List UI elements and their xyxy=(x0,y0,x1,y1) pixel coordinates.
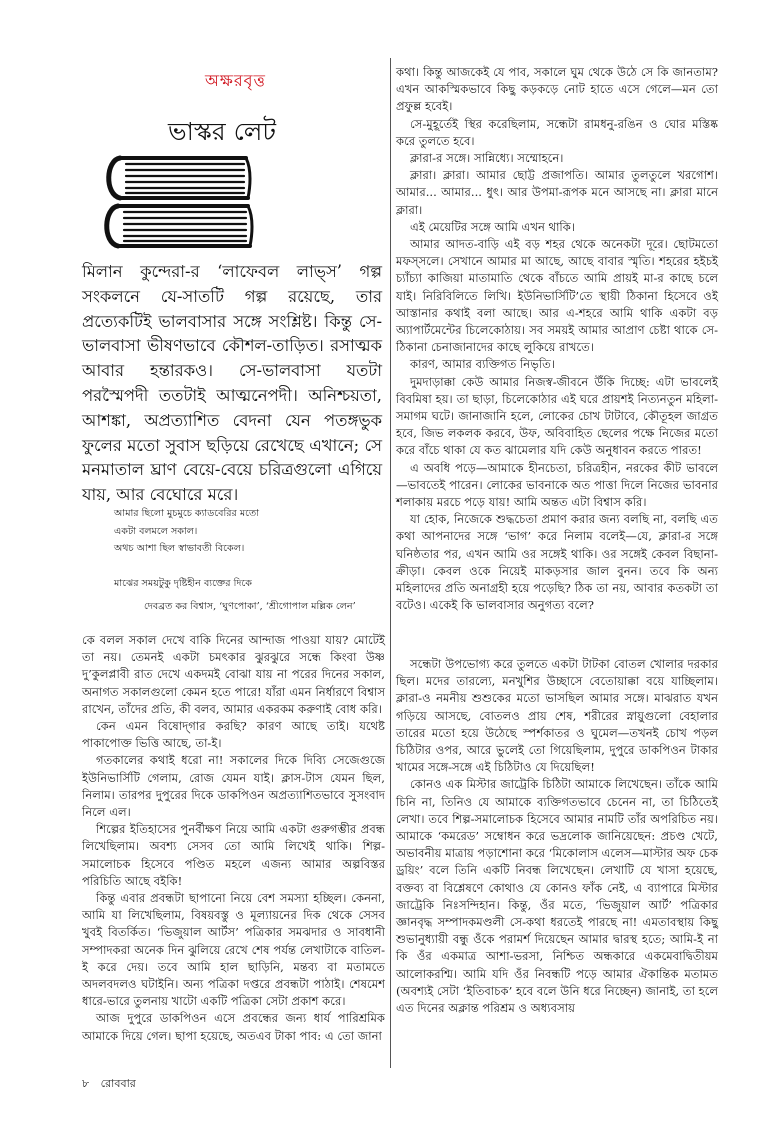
body-paragraph: আজ দুপুরে ডাকপিওন এসে প্রবন্ধের জন্য ধার্য পারিশ্রমিক আমাকে দিয়ে গেল। ছাপা হয়েছে, অতএব টাকা পাব: এ তো জানা xyxy=(82,1011,385,1043)
body-right-column-bottom xyxy=(396,656,718,1017)
poem-line: আমার ছিলো মুচমুচে ক্যাডবেরির মতো xyxy=(114,508,259,519)
article-title: ভাস্কর লেট xyxy=(168,117,276,146)
column-rule xyxy=(390,58,391,1068)
body-paragraph: কারণ, আমার ব্যক্তিগত নিভৃতি। xyxy=(410,357,556,372)
body-paragraph: কে বলল সকাল দেখে বাকি দিনের আন্দাজ পাওয়া যায়? মোটেই তা নয়। তেমনই একটা চমৎকার ঝুরঝুরে সন্ধে কিংবা উষ্ণ দু’কুলপ্লাবী রাত দেখে একদমই বোঝা যায় না পরের দিনের সকাল, অনাগত সকালগুলো কেমন হতে পারে! যাঁরা এমন নির্ধারণে বিশ্বাস রাখেন, তাঁদের প্রতি, কী বলব, আমার একরকম করুণাই বোধ করি। xyxy=(82,633,385,716)
body-paragraph: কোনও এক মিস্টার জাট্রেকি চিঠিটা আমাকে লিখেছেন। তাঁকে আমি চিনি না, তিনিও যে আমাকে ব্যক্তিগতভাবে চেনেন না, তা চিঠিতেই লেখা। তবে শিল্প-সমালোচক হিসেবে আমার নামটি তাঁর অপরিচিত নয়। আমাকে ‘কমরেড’ সম্বোধন করে ভদ্রলোক জানিয়েছেন: প্রচণ্ড খেটে, অভাবনীয় মাত্রায় পড়াশোনা করে ‘মিকোলাস এলেস—মাস্টার অফ চেক ড্রয়িং’ বলে তিনি একটি নিবন্ধ লিখেছেন। লেখাটি যে খাসা হয়েছে, বক্তব্য বা বিশ্লেষণে কোথাও যে কোনও ফাঁক নেই, এ ব্যাপারে মিস্টার জাট্রেকি নিঃসন্দিহান। কিন্তু, ওঁর মতে, ‘ভিজুয়াল আর্ট’ পত্রিকার জ্ঞানবৃদ্ধ সম্পাদকমণ্ডলী সে-কথা ধরতেই পারছে না! এমতাবস্থায় কিছু শুভানুধ্যায়ী বন্ধু ওঁকে পরামর্শ দিয়েছেন আমার দ্বারস্থ হতে; আমি-ই না কি ওঁর একমাত্র আশা-ভরসা, নিশ্চিত অন্ধকারে একমেবাদ্বিতীয়ম আলোকরশ্মি। আমি যদি ওঁর নিবন্ধটি পড়ে আমার ঐকান্তিক মতামত (অবশ্যই সেটা ‘ইতিবাচক’ হবে বলে উনি ধরে নিচ্ছেন) জানাই, তা হলে এত দিনের অক্লান্ত পরিশ্রম ও অধ্যবসায় xyxy=(396,777,719,1016)
body-paragraph: কথা। কিন্তু আজকেই যে পাব, সকালে ঘুম থেকে উঠে সে কি জানতাম? এখন আকস্মিকভাবে কিছু কড়কড়ে নোট হাতে এসে গেলে—মন তো প্রফুল্ল হবেই। xyxy=(396,65,718,114)
lead-paragraph: মিলান কুন্দেরা-র ‘লাফেবল লাভ্‌স’ গল্প সংকলনে যে-সাতটি গল্প রয়েছে, তার প্রত্যেকটিই ভালবাসার সঙ্গে সংশ্লিষ্ট। কিন্তু সে-ভালবাসা ভীষণভাবে কৌশল-তাড়িত। রসাত্মক আবার হন্তারকও। সে-ভালবাসা যতটা পরস্মৈপদী ততটাই আত্মনেপদী। অনিশ্চয়তা, আশঙ্কা, অপ্রত্যাশিত বেদনা যেন পতঙ্গভুক ফুলের মতো সুবাস ছড়িয়ে রেখেছে এখানে; সে মনমাতাল ঘ্রাণ বেয়ে-বেয়ে চরিত্রগুলো এগিয়ে যায়, আর বেঘোরে মরে। xyxy=(82,262,382,505)
body-paragraph: ক্লারা-র সঙ্গে। সান্নিধ্যে। সম্মোহনে। xyxy=(410,151,564,166)
body-paragraph: শিল্পের ইতিহাসের পুনর্বীক্ষণ নিয়ে আমি একটা গুরুগম্ভীর প্রবন্ধ লিখেছিলাম। অবশ্য সেসব তো আমি লিখেই থাকি। শিল্প-সমালোচক হিসেবে পণ্ডিত মহলে এজন্য আমার অল্পবিস্তর পরিচিতি আছে বইকি! xyxy=(82,822,385,888)
body-paragraph: সে-মুহূর্তেই স্থির করেছিলাম, সন্ধেটা রামধনু-রঙিন ও ঘোর মস্তিষ্ক করে তুলতে হবে। xyxy=(396,116,718,148)
body-paragraph: এই মেয়েটির সঙ্গে আমি এখন থাকি। xyxy=(410,219,575,234)
poem-line: অথচ আশা ছিল স্বাভাবতী বিকেল। xyxy=(114,543,245,554)
poem-line: একটা বলমলে সকাল। xyxy=(114,525,198,537)
body-paragraph: কেন এমন বিষোদ্‌গার করছি? কারণ আছে তাই। যথেষ্ট পাকাপোক্ত ভিত্তি আছে, তা-ই। xyxy=(82,719,385,751)
poem-excerpt xyxy=(114,505,374,592)
body-left-column xyxy=(82,632,385,1045)
body-paragraph: দুমদাড়াক্কা কেউ আমার নিজস্ব-জীবনে উঁকি দিচ্ছে: এটা ভাবলেই বিবমিষা হয়। তা ছাড়া, চিলেকোঠার এই ঘরে প্রায়শই নিত্যনতুন মহিলা-সমাগম ঘটে। জানাজানি হলে, লোকের চোখ টাটাবে, কৌতূহল জাগ্রত হবে, জিভ লকলক করবে, উফ, অবিবাহিত ছেলের পক্ষে নিজের মতো করে বাঁচে থাকা যে কত ঝামেলার যদি কেউ অনুধাবন করতে পারত! xyxy=(396,374,718,458)
book-stack-icon xyxy=(96,150,268,252)
body-paragraph: সন্ধেটা উপভোগ্য করে তুলতে একটা টাটকা বোতল খোলার দরকার ছিল। মদের তারল্যে, মনখুশির উচ্ছাসে বেতোয়াক্কা বয়ে যাচ্ছিলাম। ক্লারা-ও নমনীয় শুশুকের মতো ভাসছিল আমার সঙ্গে। মাঝরাত যখন গড়িয়ে আসছে, বোতলও প্রায় শেষ, শরীরের স্নায়ুগুলো বেহালার তারের মতো হয়ে উঠেছে স্পর্শকাতর ও ঘুমেল—তখনই চোখ পড়ল চিঠিটার ওপর, আরে ভুলেই তো গিয়েছিলাম, দুপুরে ডাকপিওন টাকার খামের সঙ্গে-সঙ্গে এই চিঠিটাও যে দিয়েছিল! xyxy=(396,657,718,775)
body-paragraph: এ অবধি পড়ে—আমাকে হীনচেতা, চরিত্রহীন, নরকের কীট ভাবলে—ভাবতেই পারেন। লোকের ভাবনাকে অত পাত্তা দিলে নিজের ভাবনার শলাকায় মরচে পড়ে যায়! আমি অন্তত এটা বিশ্বাস করি। xyxy=(396,460,718,510)
body-right-column-top xyxy=(396,64,718,615)
body-paragraph: কিন্তু এবার প্রবন্ধটা ছাপানো নিয়ে বেশ সমস্যা হচ্ছিল। কেননা, আমি যা লিখেছিলাম, বিষয়বস্তু ও মূল্যায়নের দিক থেকে সেসব খুবই বিতর্কিত। ‘ভিজুয়াল আর্টস’ পত্রিকার সমঝদার ও সাবধানী সম্পাদকরা অনেক দিন ঝুলিয়ে রেখে শেষ পর্যন্ত লেখাটাকে বাতিল-ই করে দেয়। তবে আমি হাল ছাড়িনি, মন্তব্য বা মতামতে অদলবদলও ঘটাইনি। অন্য পত্রিকা দপ্তরে প্রবন্ধটা পাঠাই। শেষমেশ ধারে-ভারে তুলনায় খাটো একটি পত্রিকা সেটা প্রকাশ করে। xyxy=(82,891,385,1009)
body-paragraph: গতকালের কথাই ধরো না! সকালের দিকে দিব্যি সেজেগুজে ইউনিভার্সিটি গেলাম, রোজ যেমন যাই। ক্লাস-টাস যেমন ছিল, নিলাম। তারপর দুপুরের দিকে ডাকপিওন অপ্রত্যাশিতভাবে সুসংবাদ নিলে এল। xyxy=(82,753,385,820)
body-paragraph: আমার আদত-বাড়ি এই বড় শহর থেকে অনেকটা দূরে। ছোটমতো মফস্‌সলে। সেখানে আমার মা আছে, আছে বাবার স্মৃতি। শহরের হইচই চ্যাঁচ্যা কাজিয়া মাতামাতি থেকে বাঁচতে আমি প্রায়ই মা-র কাছে চলে যাই। নিরিবিলিতে লিখি। ইউনিভার্সিটি’তে স্থায়ী ঠিকানা হিসেবে ওই আস্তানার কথাই বলা আছে। আর এ-শহরে আমি থাকি একটা বড় অ্যাপার্টমেন্টের চিলেকোঠায়। সব সময়ই আমার আপ্রাণ চেষ্টা থাকে সে-ঠিকানা চেনাজানাদের কাছে লুকিয়ে রাখতে। xyxy=(396,237,718,355)
page-number: ৮ xyxy=(82,1077,90,1090)
page-footer xyxy=(82,1075,144,1094)
body-paragraph: যা হোক, নিজেকে শুদ্ধচেতা প্রমাণ করার জন্য বলছি না, বলছি এত কথা আপনাদের সঙ্গে ‘ভাগ’ করে নিলাম বলেই—যে, ক্লারা-র সঙ্গে ঘনিষ্ঠতার পর, এখন আমি ওর সঙ্গেই থাকি। ওর সঙ্গেই কেবল বিছানা-ক্রীড়া। কেবল ওকে নিয়েই মাকড়সার জাল বুনন। তবে কি অন্য মহিলাদের প্রতি অনাগ্রহী হয়ে পড়েছি? ঠিক তা নয়, আবার কতকটা তা বটেও। একেই কি ভালবাসার অনুগত্য বলে? xyxy=(396,512,718,613)
poem-line: মাঝের সময়টুকু দৃষ্টিহীন ব্যক্তের দিকে xyxy=(114,577,252,589)
poem-credit: দেবব্রত কর বিশ্বাস, ‘ঘুণপোকা’, ‘শ্রীগোপাল মল্লিক লেন’ xyxy=(144,601,356,612)
body-paragraph: ক্লারা। ক্লারা। আমার ছোট্ট প্রজাপতি। আমার তুলতুলে খরগোশ। আমার... আমার... ধুৎ। আর উপমা-রূপক মনে আসছে না। ক্লারা মানে ক্লারা। xyxy=(396,168,718,217)
column-name: অক্ষরবৃত্ত xyxy=(205,71,266,90)
magazine-name: রোববার xyxy=(100,1077,136,1090)
